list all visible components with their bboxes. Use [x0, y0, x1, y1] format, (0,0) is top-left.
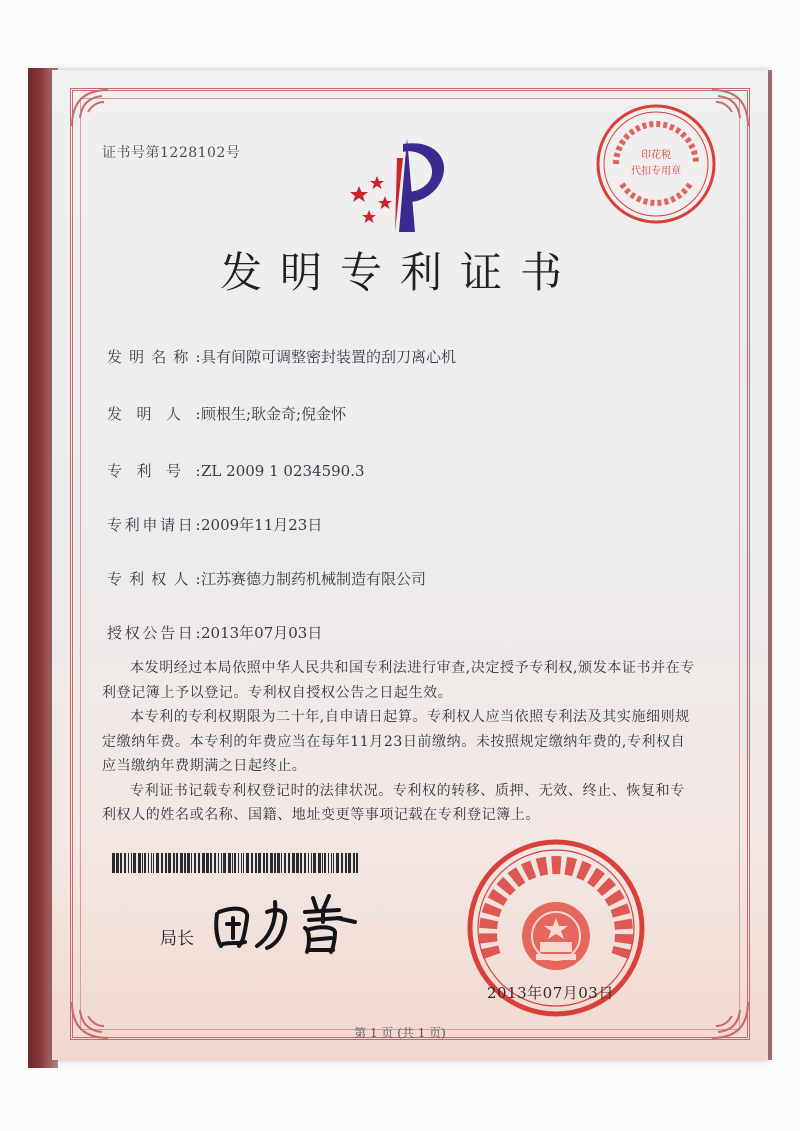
barcode-bar — [191, 853, 192, 873]
barcode-bar — [288, 853, 290, 873]
barcode-bar — [194, 853, 196, 873]
barcode-bar — [322, 853, 323, 873]
body-paragraph-3: 专利证书记载专利权登记时的法律状况。专利权的转移、质押、无效、终止、恢复和专利权人的姓名或名称、国籍、地址变更等事项记载在专利登记簿上。 — [102, 782, 685, 823]
barcode-bar — [341, 853, 343, 873]
barcode-bar — [187, 853, 190, 873]
barcode-bar — [241, 853, 242, 873]
inventor-value: 顾根生;耿金奇;倪金怀 — [201, 405, 347, 423]
director-label: 局长 — [160, 929, 194, 949]
barcode-bar — [165, 853, 167, 873]
barcode-bar — [258, 853, 261, 873]
barcode-bar — [184, 853, 186, 873]
barcode-bar — [345, 853, 347, 873]
patent-number-value: ZL 2009 1 0234590.3 — [201, 462, 365, 480]
barcode-bar — [148, 853, 149, 873]
patentee-value: 江苏赛德力制药机械制造有限公司 — [201, 570, 427, 588]
barcode-bar — [292, 853, 295, 873]
barcode-bar — [223, 853, 226, 873]
barcode-bar — [120, 853, 122, 873]
barcode-bar — [168, 853, 171, 873]
barcode-bar — [348, 853, 351, 873]
barcode-bar — [251, 853, 253, 873]
body-paragraph-1: 本发明经过本局依照中华人民共和国专利法进行审查,决定授予专利权,颁发本证书并在专利登记簿上予以登记。专利权自授权公告之日起生效。 — [102, 660, 695, 701]
barcode-bar — [131, 853, 132, 873]
barcode-bar — [173, 853, 175, 873]
barcode-bar — [144, 853, 146, 873]
patent-number-row — [107, 460, 365, 481]
filing-date-value: 2009年11月23日 — [201, 516, 323, 534]
barcode-bar — [221, 853, 222, 873]
inventor-row — [107, 403, 346, 424]
barcode-bar — [308, 853, 309, 873]
barcode-bar — [234, 853, 236, 873]
page-number: 第 1 页 (共 1 页) — [354, 1026, 446, 1040]
inventor-label: 发明人: — [107, 405, 201, 423]
barcode-bar — [180, 853, 183, 873]
barcode-bar — [206, 853, 209, 873]
barcode-icon — [112, 853, 360, 873]
corner-ornament-icon — [70, 88, 130, 128]
barcode-bar — [255, 853, 257, 873]
patent-number-label: 专利号: — [107, 462, 201, 480]
barcode-bar — [238, 853, 239, 873]
patent-office-logo-icon — [345, 128, 455, 236]
barcode-bar — [311, 853, 312, 873]
grant-date-row — [107, 622, 322, 643]
patentee-label: 专利权人: — [107, 570, 201, 588]
barcode-bar — [198, 853, 200, 873]
barcode-bar — [112, 853, 115, 873]
certificate-title: 发明专利证书 — [219, 248, 580, 297]
barcode-bar — [313, 853, 316, 873]
svg-text:印花税: 印花税 — [641, 150, 671, 161]
barcode-bar — [356, 853, 358, 873]
barcode-bar — [142, 853, 143, 873]
barcode-bar — [246, 853, 249, 873]
barcode-bar — [277, 853, 280, 873]
certificate-body — [102, 656, 698, 828]
barcode-bar — [138, 853, 141, 873]
barcode-bar — [153, 853, 154, 873]
barcode-bar — [274, 853, 276, 873]
barcode-bar — [232, 853, 233, 873]
barcode-bar — [328, 853, 329, 873]
barcode-bar — [116, 853, 119, 873]
barcode-bar — [156, 853, 159, 873]
barcode-bar — [176, 853, 178, 873]
grant-date-label: 授权公告日: — [107, 624, 201, 642]
certificate-number: 证书号第1228102号 — [102, 145, 241, 161]
filing-date-row — [107, 514, 322, 535]
barcode-bar — [284, 853, 286, 873]
barcode-bar — [228, 853, 231, 873]
issue-date: 2013年07月03日 — [487, 984, 614, 1002]
barcode-bar — [318, 853, 321, 873]
patentee-row — [107, 568, 426, 589]
barcode-bar — [353, 853, 355, 873]
grant-date-value: 2013年07月03日 — [201, 624, 323, 642]
barcode-bar — [161, 853, 163, 873]
svg-text:代扣专用章: 代扣专用章 — [631, 166, 681, 177]
barcode-bar — [281, 853, 282, 873]
barcode-bar — [218, 853, 219, 873]
barcode-bar — [304, 853, 306, 873]
barcode-bar — [266, 853, 268, 873]
invention-name-label: 发明名称: — [107, 348, 201, 366]
barcode-bar — [296, 853, 299, 873]
barcode-bar — [331, 853, 332, 873]
barcode-bar — [124, 853, 126, 873]
barcode-bar — [151, 853, 152, 873]
barcode-bar — [133, 853, 136, 873]
barcode-bar — [324, 853, 326, 873]
invention-name-row — [107, 346, 456, 367]
barcode-bar — [270, 853, 273, 873]
barcode-bar — [210, 853, 212, 873]
barcode-bar — [336, 853, 339, 873]
body-paragraph-2: 本专利的专利权期限为二十年,自申请日起算。专利权人应当依照专利法及其实施细则规定缴纳年费。本专利的年费应当在每年11月23日前缴纳。未按照规定缴纳年费的,专利权自应当缴纳年费期满之日起终止。 — [102, 709, 690, 774]
barcode-bar — [243, 853, 244, 873]
barcode-bar — [300, 853, 302, 873]
barcode-bar — [263, 853, 265, 873]
barcode-bar — [128, 853, 129, 873]
filing-date-label: 专利申请日: — [107, 516, 201, 534]
director-signature-icon — [205, 888, 385, 960]
barcode-bar — [333, 853, 334, 873]
invention-name-value: 具有间隙可调整密封装置的刮刀离心机 — [201, 348, 457, 366]
barcode-bar — [214, 853, 216, 873]
barcode-bar — [202, 853, 205, 873]
tax-seal-icon — [594, 102, 718, 226]
